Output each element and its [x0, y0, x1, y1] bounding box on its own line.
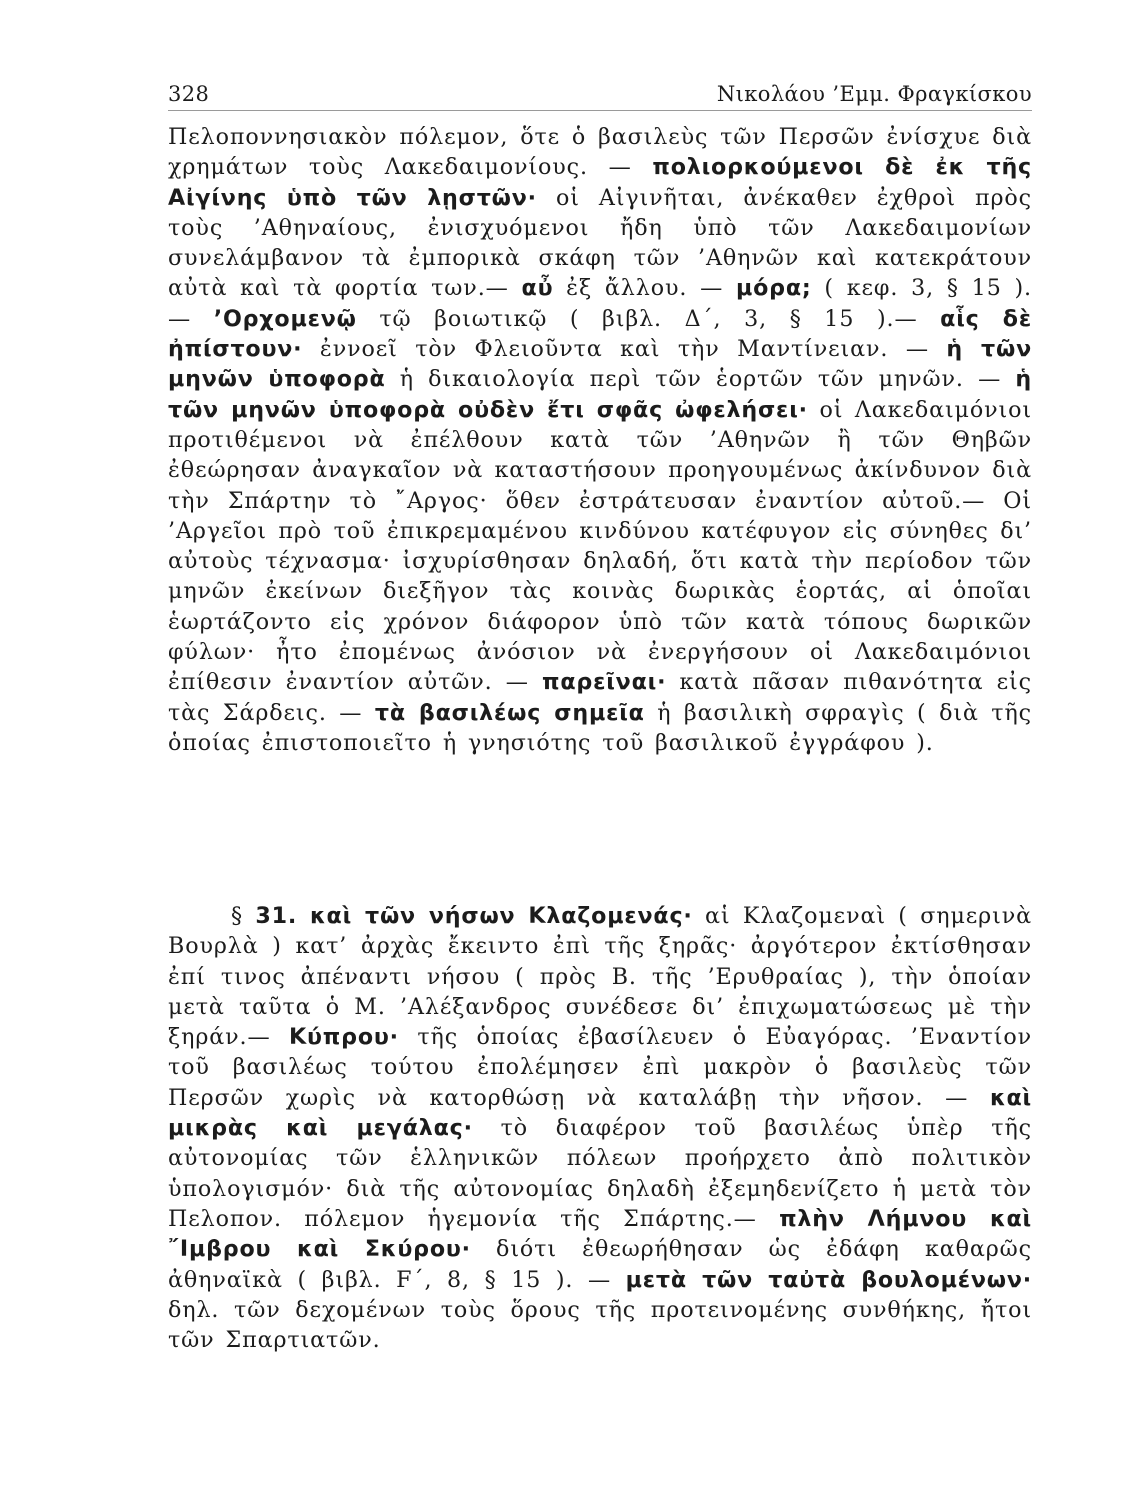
- text-run: ἡ βασιλικὴ σφραγὶς ( διὰ τῆς ὁποίας ἐπιστοποιεῖτο ἡ γνησιότης τοῦ βασιλικοῦ ἐγγράφου ).: [168, 699, 1032, 756]
- commentary-paragraph: [168, 122, 1032, 758]
- lemma-bold: αἷς δὲ ἠπίστουν·: [168, 305, 1032, 363]
- lemma-bold: Κύπρου·: [289, 1024, 399, 1051]
- text-run: ἐννοεῖ τὸν Φλειοῦντα καὶ τὴν Μαντίνειαν. —: [302, 336, 947, 363]
- lemma-bold: ἡ τῶν μηνῶν ὑποφορὰ οὐδὲν ἔτι σφᾶς ὠφελήσει·: [168, 366, 1032, 423]
- lemma-bold: πολιορκούμενοι δὲ ἐκ τῆς Αἰγίνης ὑπὸ τῶν λῃστῶν·: [168, 154, 1032, 211]
- lemma-bold: πλὴν Λήμνου καὶ ῎Ιμβρου καὶ Σκύρου·: [168, 1205, 1033, 1263]
- text-run: §: [231, 903, 256, 929]
- text-run: τῷ βοιωτικῷ ( βιβλ. Δ΄, 3, § 15 ).—: [356, 305, 941, 332]
- lemma-bold: μόρα;: [736, 275, 812, 302]
- running-title: Νικολάου ’Εμμ. Φραγκίσκου: [716, 82, 1032, 106]
- text-run: τὸ διαφέρον τοῦ βασιλέως ὑπὲρ τῆς αὐτονομίας τῶν ἑλληνικῶν πόλεων προήρχετο ἀπὸ πολιτικὸν ὑπολογισμόν· διὰ τῆς αὐτονομίας δηλαδὴ ἐξεμηδενίζετο ἡ μετὰ τὸν Πελοπον. πόλεμον ἡγεμονία τῆς Σπάρτης.—: [168, 1115, 1032, 1232]
- text-run: αἱ Κλαζομεναὶ ( σημερινὰ Βουρλὰ ) κατ’ ἀρχὰς ἔκειντο ἐπὶ τῆς ξηρᾶς· ἀργότερον ἐκτίσθησαν ἐπί τινος ἀπέναντι νήσου ( πρὸς Β. τῆς ’Ερυθραίας ), τὴν ὁποίαν μετὰ ταῦτα ὁ Μ. ’Αλέξανδρος συνέδεσε δι’ ἐπιχωματώσεως μὲ τὴν ξηράν.—: [168, 903, 1032, 1051]
- header-rule: [168, 110, 1032, 111]
- text-run: Πελοποννησιακὸν πόλεμον, ὅτε ὁ βασιλεὺς τῶν Περσῶν ἐνίσχυε διὰ χρημάτων τοὺς Λακεδαιμονίους. —: [168, 124, 1032, 181]
- text-run: κατὰ πᾶσαν πιθανότητα εἰς τὰς Σάρδεις. —: [168, 669, 1032, 726]
- lemma-bold: ἡ τῶν μηνῶν ὑποφορὰ: [168, 336, 1033, 393]
- lemma-bold: ’Ορχομενῷ: [213, 305, 357, 332]
- text-run: ( κεφ. 3, § 15 ). —: [168, 275, 1033, 332]
- text-run: οἱ Λακεδαιμόνιοι προτιθέμενοι νὰ ἐπέλθουν κατὰ τῶν ’Αθηνῶν ἢ τῶν Θηβῶν ἐθεώρησαν ἀναγκαῖον νὰ καταστήσουν προηγουμένως ἀκίνδυνον διὰ τὴν Σπάρτην τὸ ῎Αργος· ὅθεν ἐστράτευσαν ἐναντίον αὐτοῦ.— Οἱ ’Αργεῖοι πρὸ τοῦ ἐπικρεμαμένου κινδύνου κατέφυγον εἰς σύνηθες δι’ αὐτοὺς τέχνασμα· ἰσχυρίσθησαν δηλαδή, ὅτι κατὰ τὴν περίοδον τῶν μηνῶν ἐκείνων διεξῆγον τὰς κοινὰς δωρικὰς ἑορτάς, αἱ ὁποῖαι ἑωρτάζοντο εἰς χρόνον διάφορον ὑπὸ τῶν κατὰ τόπους δωρικῶν φύλων· ἦτο ἐπομένως ἀνόσιον νὰ ἐνεργήσουν οἱ Λακεδαιμόνιοι ἐπίθεσιν ἐναντίον αὐτῶν. —: [168, 396, 1032, 696]
- text-run: ἡ δικαιολογία περὶ τῶν ἑορτῶν τῶν μηνῶν. —: [385, 366, 1016, 393]
- lemma-bold: μετὰ τῶν ταὐτὰ βουλομένων·: [625, 1266, 1032, 1293]
- text-run: ἐξ ἄλλου. —: [553, 275, 737, 302]
- page-header: [168, 72, 1032, 106]
- lemma-bold: τὰ βασιλέως σημεῖα: [374, 699, 645, 726]
- text-run: οἱ Αἰγινῆται, ἀνέκαθεν ἐχθροὶ πρὸς τοὺς ’Αθηναίους, ἐνισχυόμενοι ἤδη ὑπὸ τῶν Λακεδαιμονίων συνελάμβανον τὰ ἐμπορικὰ σκάφη τῶν ’Αθηνῶν καὶ κατεκράτουν αὐτὰ καὶ τὰ φορτία των.—: [168, 184, 1032, 302]
- text-run: διότι ἐθεωρήθησαν ὡς ἐδάφη καθαρῶς ἀθηναϊκὰ ( βιβλ. F΄, 8, § 15 ). —: [168, 1236, 1032, 1293]
- text-run: τῆς ὁποίας ἐβασίλευεν ὁ Εὐαγόρας. ’Εναντίον τοῦ βασιλέως τούτου ἐπολέμησεν ἐπὶ μακρὸν ὁ βασιλεὺς τῶν Περσῶν χωρὶς νὰ κατορθώσῃ νὰ καταλάβῃ τὴν νῆσον. —: [168, 1024, 1032, 1111]
- text-run: δηλ. τῶν δεχομένων τοὺς ὅρους τῆς προτεινομένης συνθήκης, ἤτοι τῶν Σπαρτιατῶν.: [168, 1296, 1032, 1354]
- section-31-paragraph: [168, 901, 1032, 1355]
- page-number: 328: [168, 82, 210, 106]
- lemma-bold: 31. καὶ τῶν νήσων Κλαζομενάς·: [255, 903, 693, 929]
- lemma-bold: αὖ: [521, 275, 554, 302]
- lemma-bold: καὶ μικρὰς καὶ μεγάλας·: [168, 1084, 1032, 1142]
- lemma-bold: παρεῖναι·: [542, 669, 667, 696]
